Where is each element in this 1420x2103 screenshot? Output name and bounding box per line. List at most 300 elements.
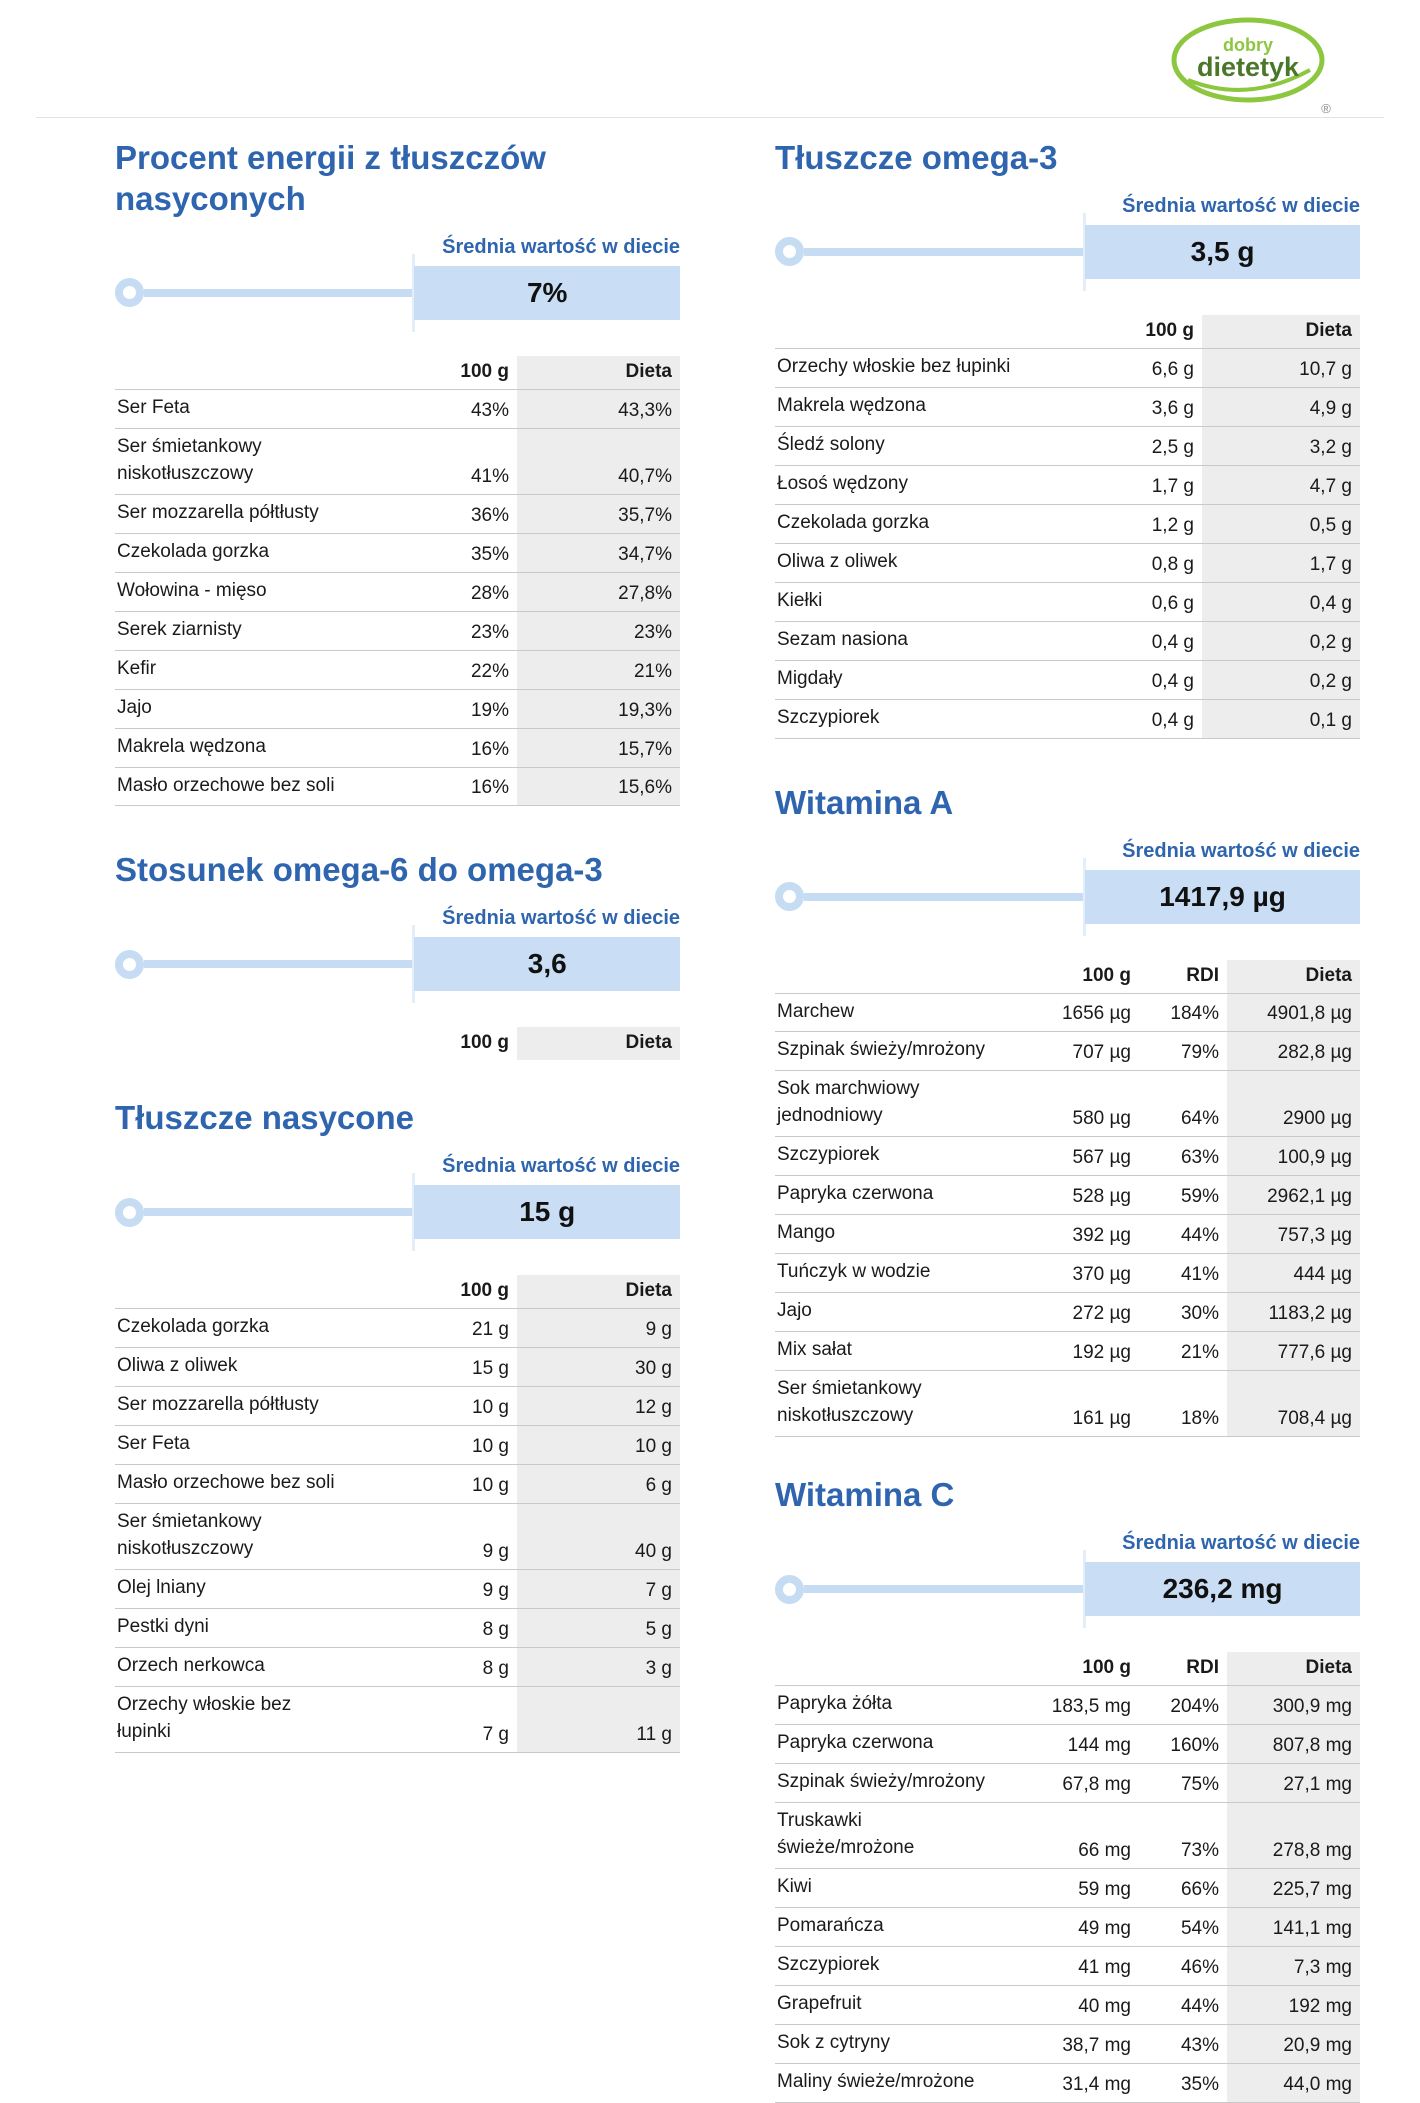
- value-rdi: 63%: [1180, 1147, 1219, 1169]
- table-row: [775, 1254, 1360, 1293]
- left-column: [115, 130, 680, 1753]
- value-dieta: 40 g: [517, 1504, 680, 1570]
- table-row: [115, 1609, 680, 1648]
- value-100g: 10 g: [472, 1397, 509, 1419]
- value-dieta: 777,6 µg: [1227, 1332, 1360, 1371]
- avg-value: 3,5 g: [1190, 235, 1255, 267]
- food-label: Czekolada gorzka: [777, 511, 930, 533]
- value-100g: 528 µg: [1072, 1186, 1131, 1208]
- value-dieta: 5 g: [517, 1609, 680, 1648]
- value-dieta: 34,7%: [517, 533, 680, 572]
- value-dieta: 444 µg: [1227, 1254, 1360, 1293]
- value-dieta: 10,7 g: [1202, 348, 1360, 387]
- value-100g: 15 g: [472, 1358, 509, 1380]
- value-dieta: 44,0 mg: [1227, 2063, 1360, 2102]
- food-label: Jajo: [777, 1300, 812, 1322]
- value-100g: 3,6 g: [1151, 397, 1194, 419]
- avg-value: 7%: [526, 276, 568, 308]
- value-dieta: 278,8 mg: [1227, 1802, 1360, 1868]
- logo-graphic: [1168, 14, 1338, 116]
- food-label: Sok marchwiowy jednodniowy: [777, 1078, 920, 1127]
- value-dieta: 0,4 g: [1202, 582, 1360, 621]
- food-label: Orzechy włoskie bez łupinki: [117, 1693, 292, 1742]
- table-row: [775, 1868, 1360, 1907]
- value-dieta: 19,3%: [517, 689, 680, 728]
- avg-value-label: Średnia wartość w diecie: [1122, 194, 1360, 217]
- column-spacer: [775, 960, 996, 994]
- section-title: Stosunek omega-6 do omega-3: [115, 851, 603, 889]
- food-label: Śledź solony: [777, 433, 885, 455]
- value-100g: 41 mg: [1078, 1956, 1131, 1978]
- logo-text-bottom: dietetyk: [1196, 52, 1300, 82]
- avg-value-box: [414, 1185, 680, 1239]
- food-label: Oliwa z oliwek: [117, 1355, 238, 1377]
- food-label: Ser mozzarella półtłusty: [117, 501, 319, 523]
- section-omega6-omega3-ratio: [115, 850, 680, 1060]
- value-dieta: 7,3 mg: [1227, 1946, 1360, 1985]
- food-label: Ser śmietankowy niskotłuszczowy: [777, 1378, 922, 1427]
- table-row: [775, 1946, 1360, 1985]
- table-row: [775, 1176, 1360, 1215]
- value-100g: 0,6 g: [1151, 592, 1194, 614]
- food-label: Szpinak świeży/mrożony: [777, 1039, 986, 1061]
- value-100g: 0,4 g: [1151, 631, 1194, 653]
- food-label: Ser Feta: [117, 1433, 190, 1455]
- value-dieta: 300,9 mg: [1227, 1686, 1360, 1725]
- food-label: Łosoś wędzony: [777, 472, 908, 494]
- slider-track: [804, 893, 1085, 901]
- food-label: Szpinak świeży/mrożony: [777, 1770, 986, 1792]
- value-100g: 67,8 mg: [1062, 1773, 1131, 1795]
- food-label: Czekolada gorzka: [117, 1316, 270, 1338]
- section-title: Procent energii z tłuszczów nasyconych: [115, 139, 546, 217]
- value-100g: 38,7 mg: [1062, 2034, 1131, 2056]
- column-header: 100 g: [1082, 964, 1131, 986]
- value-dieta: 0,2 g: [1202, 621, 1360, 660]
- value-dieta: 0,1 g: [1202, 699, 1360, 738]
- food-label: Sok z cytryny: [777, 2031, 890, 2053]
- food-label: Sezam nasiona: [777, 628, 908, 650]
- value-dieta: 4901,8 µg: [1227, 993, 1360, 1032]
- food-label: Pestki dyni: [117, 1616, 209, 1638]
- column-header: Dieta: [1202, 315, 1360, 349]
- table-row: [115, 1648, 680, 1687]
- table-row: [115, 1686, 680, 1752]
- section-saturated-fats: [115, 1098, 680, 1753]
- table-row: [775, 1332, 1360, 1371]
- column-spacer: [775, 315, 1049, 349]
- value-dieta: 3 g: [517, 1648, 680, 1687]
- separator: [36, 117, 1384, 118]
- value-100g: 6,6 g: [1151, 358, 1194, 380]
- food-label: Wołowina - mięso: [117, 579, 267, 601]
- value-100g: 10 g: [472, 1436, 509, 1458]
- slider-knob-icon: [115, 278, 144, 307]
- food-label: Pomarańcza: [777, 1914, 884, 1936]
- value-100g: 59 mg: [1078, 1878, 1131, 1900]
- value-100g: 0,4 g: [1151, 709, 1194, 731]
- value-rdi: 46%: [1180, 1956, 1219, 1978]
- table-row: [115, 572, 680, 611]
- table-row: [775, 1985, 1360, 2024]
- table-row: [115, 1348, 680, 1387]
- value-rdi: 41%: [1180, 1264, 1219, 1286]
- value-100g: 40 mg: [1078, 1995, 1131, 2017]
- value-dieta: 2900 µg: [1227, 1071, 1360, 1137]
- avg-value-box: [1085, 1562, 1360, 1616]
- column-header: 100 g: [1082, 1657, 1131, 1679]
- table-row: [775, 465, 1360, 504]
- food-label: Grapefruit: [777, 1992, 862, 2014]
- table-row: [115, 1387, 680, 1426]
- table-row: [775, 621, 1360, 660]
- section-vitamin-c: [775, 1475, 1360, 2103]
- value-100g: 0,8 g: [1151, 553, 1194, 575]
- table-row: [775, 1802, 1360, 1868]
- avg-value: 1417,9 µg: [1159, 880, 1286, 912]
- table-row: [115, 767, 680, 806]
- value-dieta: 1183,2 µg: [1227, 1293, 1360, 1332]
- value-dieta: 4,9 g: [1202, 387, 1360, 426]
- value-100g: 192 µg: [1072, 1342, 1131, 1364]
- table-row: [115, 728, 680, 767]
- food-label: Ser mozzarella półtłusty: [117, 1394, 319, 1416]
- food-label: Ser Feta: [117, 396, 190, 418]
- value-100g: 28%: [470, 582, 509, 604]
- value-dieta: 27,8%: [517, 572, 680, 611]
- value-rdi: 44%: [1180, 1995, 1219, 2017]
- value-dieta: 21%: [517, 650, 680, 689]
- slider-track: [144, 1208, 414, 1216]
- value-100g: 49 mg: [1078, 1917, 1131, 1939]
- avg-value-box: [1085, 870, 1360, 924]
- value-100g: 8 g: [482, 1619, 509, 1640]
- table-row: [775, 387, 1360, 426]
- value-dieta: 1,7 g: [1202, 543, 1360, 582]
- avg-value-slider: [115, 266, 680, 320]
- value-dieta: 30 g: [517, 1348, 680, 1387]
- table-row: [115, 533, 680, 572]
- foods-table: [115, 1027, 680, 1060]
- food-label: Oliwa z oliwek: [777, 550, 898, 572]
- food-label: Mix sałat: [777, 1339, 852, 1361]
- column-header: 100 g: [460, 360, 509, 382]
- table-row: [775, 543, 1360, 582]
- avg-value-label: Średnia wartość w diecie: [1122, 1532, 1360, 1555]
- food-label: Ser śmietankowy niskotłuszczowy: [117, 1511, 262, 1560]
- value-dieta: 11 g: [517, 1686, 680, 1752]
- value-100g: 1,7 g: [1151, 475, 1194, 497]
- table-header-row: [115, 356, 680, 390]
- value-dieta: 35,7%: [517, 494, 680, 533]
- value-100g: 392 µg: [1072, 1225, 1131, 1247]
- value-100g: 43%: [470, 399, 509, 421]
- value-rdi: 160%: [1170, 1734, 1219, 1756]
- value-dieta: 3,2 g: [1202, 426, 1360, 465]
- food-label: Papryka czerwona: [777, 1732, 934, 1753]
- value-100g: 2,5 g: [1151, 436, 1194, 458]
- column-header: RDI: [1186, 964, 1219, 986]
- food-label: Mango: [777, 1222, 836, 1244]
- food-label: Jajo: [117, 696, 152, 718]
- value-100g: 10 g: [472, 1475, 509, 1497]
- value-100g: 9 g: [482, 1541, 509, 1563]
- value-rdi: 64%: [1180, 1108, 1219, 1130]
- value-rdi: 18%: [1180, 1408, 1219, 1430]
- value-rdi: 204%: [1170, 1696, 1219, 1717]
- value-rdi: 30%: [1180, 1303, 1219, 1325]
- value-dieta: 0,5 g: [1202, 504, 1360, 543]
- table-row: [775, 1215, 1360, 1254]
- value-100g: 31,4 mg: [1062, 2073, 1131, 2095]
- foods-table: [115, 356, 680, 807]
- food-label: Szczypiorek: [777, 706, 880, 728]
- table-row: [775, 504, 1360, 543]
- value-dieta: 7 g: [517, 1570, 680, 1609]
- table-row: [115, 494, 680, 533]
- column-header: Dieta: [1227, 960, 1360, 994]
- value-rdi: 43%: [1180, 2034, 1219, 2056]
- column-header: Dieta: [517, 1027, 680, 1060]
- table-row: [115, 1309, 680, 1348]
- value-dieta: 192 mg: [1227, 1985, 1360, 2024]
- table-row: [775, 699, 1360, 738]
- table-row: [115, 1570, 680, 1609]
- table-header-row: [115, 1275, 680, 1309]
- food-label: Papryka żółta: [777, 1693, 893, 1715]
- column-header: Dieta: [517, 1275, 680, 1309]
- avg-value-slider: [775, 225, 1360, 279]
- value-rdi: 184%: [1170, 1003, 1219, 1025]
- slider-knob-icon: [775, 237, 804, 266]
- foods-table: [775, 315, 1360, 739]
- value-rdi: 21%: [1180, 1342, 1219, 1364]
- avg-value: 3,6: [527, 948, 567, 980]
- food-label: Makrela wędzona: [777, 394, 926, 416]
- value-rdi: 79%: [1180, 1042, 1219, 1064]
- table-row: [775, 1293, 1360, 1332]
- value-100g: 41%: [470, 465, 509, 487]
- logo-text-top: dobry: [1222, 35, 1274, 55]
- value-rdi: 75%: [1180, 1773, 1219, 1795]
- value-rdi: 59%: [1180, 1186, 1219, 1208]
- value-rdi: 66%: [1180, 1878, 1219, 1900]
- value-100g: 16%: [470, 777, 509, 799]
- food-label: Szczypiorek: [777, 1144, 880, 1166]
- value-100g: 370 µg: [1072, 1264, 1131, 1286]
- column-header: RDI: [1186, 1657, 1219, 1679]
- table-row: [115, 1465, 680, 1504]
- value-dieta: 10 g: [517, 1426, 680, 1465]
- value-rdi: 35%: [1180, 2073, 1219, 2095]
- value-dieta: 40,7%: [517, 428, 680, 494]
- avg-value-box: [414, 937, 680, 991]
- value-dieta: 15,7%: [517, 728, 680, 767]
- avg-value-box: [1085, 225, 1360, 279]
- table-row: [775, 660, 1360, 699]
- value-dieta: 20,9 mg: [1227, 2024, 1360, 2063]
- value-dieta: 282,8 µg: [1227, 1032, 1360, 1071]
- table-row: [115, 428, 680, 494]
- slider-track: [144, 960, 414, 968]
- value-100g: 272 µg: [1072, 1303, 1131, 1325]
- table-row: [775, 1071, 1360, 1137]
- foods-table: [115, 1275, 680, 1753]
- value-100g: 66 mg: [1078, 1839, 1131, 1861]
- table-row: [775, 2024, 1360, 2063]
- value-100g: 1,2 g: [1151, 514, 1194, 536]
- value-100g: 144 mg: [1067, 1734, 1131, 1756]
- table-row: [775, 1907, 1360, 1946]
- value-dieta: 100,9 µg: [1227, 1137, 1360, 1176]
- value-100g: 161 µg: [1072, 1408, 1131, 1430]
- food-label: Ser śmietankowy niskotłuszczowy: [117, 435, 262, 484]
- avg-value-label: Średnia wartość w diecie: [1122, 839, 1360, 862]
- value-dieta: 23%: [517, 611, 680, 650]
- column-spacer: [115, 356, 349, 390]
- value-rdi: 44%: [1180, 1225, 1219, 1247]
- table-row: [115, 650, 680, 689]
- column-header: 100 g: [460, 1032, 509, 1054]
- food-label: Maliny świeże/mrożone: [777, 2070, 975, 2092]
- value-100g: 16%: [470, 738, 509, 760]
- table-row: [775, 2063, 1360, 2102]
- value-dieta: 6 g: [517, 1465, 680, 1504]
- slider-knob-icon: [115, 950, 144, 979]
- value-dieta: 141,1 mg: [1227, 1907, 1360, 1946]
- table-row: [775, 1686, 1360, 1725]
- section-title: Tłuszcze omega-3: [775, 139, 1058, 176]
- food-label: Tuńczyk w wodzie: [777, 1261, 931, 1283]
- value-dieta: 807,8 mg: [1227, 1725, 1360, 1764]
- table-row: [115, 689, 680, 728]
- section-title: Witamina C: [775, 1476, 955, 1514]
- value-100g: 183,5 mg: [1051, 1696, 1131, 1717]
- table-header-row: [775, 960, 1360, 994]
- slider-knob-icon: [115, 1198, 144, 1227]
- food-label: Masło orzechowe bez soli: [117, 774, 335, 796]
- table-row: [115, 1504, 680, 1570]
- slider-track: [804, 248, 1085, 256]
- value-100g: 567 µg: [1072, 1147, 1131, 1169]
- value-dieta: 2962,1 µg: [1227, 1176, 1360, 1215]
- slider-track: [804, 1585, 1085, 1593]
- avg-value-slider: [115, 1185, 680, 1239]
- column-header: Dieta: [517, 356, 680, 390]
- section-title: Witamina A: [775, 783, 954, 821]
- value-100g: 19%: [470, 699, 509, 721]
- table-row: [115, 611, 680, 650]
- avg-value-box: [414, 266, 680, 320]
- column-spacer: [115, 1027, 349, 1060]
- table-row: [775, 348, 1360, 387]
- value-rdi: 73%: [1180, 1839, 1219, 1861]
- section-title: Tłuszcze nasycone: [115, 1099, 414, 1137]
- avg-value-label: Średnia wartość w diecie: [442, 1155, 680, 1178]
- table-row: [115, 389, 680, 428]
- food-label: Kiwi: [777, 1875, 812, 1897]
- food-label: Czekolada gorzka: [117, 540, 270, 562]
- avg-value-label: Średnia wartość w diecie: [442, 235, 680, 258]
- column-spacer: [775, 1652, 996, 1686]
- table-row: [775, 1032, 1360, 1071]
- slider-knob-icon: [775, 1575, 804, 1604]
- value-dieta: 43,3%: [517, 389, 680, 428]
- value-100g: 7 g: [482, 1723, 509, 1745]
- avg-value: 15 g: [519, 1196, 576, 1228]
- value-dieta: 757,3 µg: [1227, 1215, 1360, 1254]
- value-dieta: 15,6%: [517, 767, 680, 806]
- value-100g: 36%: [470, 504, 509, 526]
- value-100g: 1656 µg: [1061, 1003, 1131, 1025]
- section-omega3-fats: [775, 138, 1360, 739]
- table-row: [775, 1763, 1360, 1802]
- value-100g: 8 g: [482, 1657, 509, 1679]
- table-row: [775, 426, 1360, 465]
- value-dieta: 27,1 mg: [1227, 1763, 1360, 1802]
- food-label: Papryka czerwona: [777, 1183, 934, 1205]
- avg-value-slider: [775, 870, 1360, 924]
- section-vitamin-a: [775, 783, 1360, 1438]
- registered-mark: ®: [1321, 101, 1331, 116]
- table-row: [775, 993, 1360, 1032]
- value-100g: 0,4 g: [1151, 670, 1194, 692]
- avg-value-slider: [775, 1562, 1360, 1616]
- table-header-row: [775, 1652, 1360, 1686]
- value-100g: 23%: [470, 621, 509, 643]
- value-dieta: 225,7 mg: [1227, 1868, 1360, 1907]
- foods-table: [775, 1652, 1360, 2103]
- foods-table: [775, 960, 1360, 1438]
- avg-value: 236,2 mg: [1162, 1573, 1283, 1605]
- table-header-row: [775, 315, 1360, 349]
- food-label: Masło orzechowe bez soli: [117, 1472, 335, 1494]
- value-rdi: 54%: [1180, 1917, 1219, 1939]
- food-label: Olej lniany: [117, 1577, 206, 1599]
- section-saturated-fat-energy-percent: [115, 138, 680, 806]
- table-row: [775, 1371, 1360, 1437]
- value-100g: 35%: [470, 543, 509, 565]
- value-100g: 707 µg: [1072, 1042, 1131, 1064]
- food-label: Serek ziarnisty: [117, 618, 242, 640]
- table-header-row: [115, 1027, 680, 1060]
- column-spacer: [115, 1275, 349, 1309]
- table-row: [775, 1725, 1360, 1764]
- value-dieta: 708,4 µg: [1227, 1371, 1360, 1437]
- value-dieta: 9 g: [517, 1309, 680, 1348]
- value-dieta: 0,2 g: [1202, 660, 1360, 699]
- slider-knob-icon: [775, 882, 804, 911]
- logo: [1168, 14, 1338, 116]
- food-label: Kiełki: [777, 589, 823, 611]
- right-column: [775, 130, 1360, 2103]
- food-label: Makrela wędzona: [117, 735, 266, 757]
- table-row: [115, 1426, 680, 1465]
- value-100g: 22%: [470, 660, 509, 682]
- avg-value-label: Średnia wartość w diecie: [442, 907, 680, 930]
- column-header: 100 g: [460, 1280, 509, 1302]
- value-dieta: 12 g: [517, 1387, 680, 1426]
- food-label: Kefir: [117, 657, 157, 679]
- food-label: Orzechy włoskie bez łupinki: [777, 355, 1011, 377]
- value-dieta: 4,7 g: [1202, 465, 1360, 504]
- avg-value-slider: [115, 937, 680, 991]
- column-header: 100 g: [1145, 319, 1194, 341]
- food-label: Migdały: [777, 667, 843, 689]
- slider-track: [144, 289, 414, 297]
- food-label: Truskawki świeże/mrożone: [777, 1809, 915, 1858]
- food-label: Orzech nerkowca: [117, 1655, 265, 1676]
